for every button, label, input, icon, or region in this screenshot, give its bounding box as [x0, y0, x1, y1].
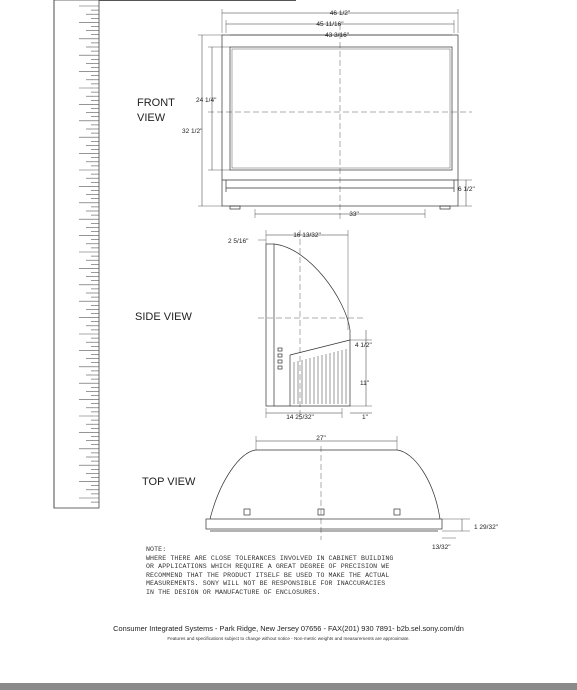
label-front-view: FRONT	[137, 97, 175, 109]
label-top-view: TOP VIEW	[142, 476, 196, 488]
dim-side-lower-height: 11"	[360, 380, 370, 387]
dim-base-width: 33"	[349, 211, 359, 218]
dim-side-top-offset: 2 5/16"	[228, 238, 249, 245]
top-view-drawing	[206, 436, 470, 540]
dim-screen-width: 43 3/16"	[325, 32, 349, 39]
dim-top-lip: 13/32"	[432, 544, 451, 551]
label-front-view-2: VIEW	[137, 112, 166, 124]
dim-overall-height: 32 1/2"	[182, 128, 203, 135]
bottom-bar	[0, 683, 577, 690]
tolerance-note	[146, 546, 476, 598]
dim-top-back-width: 27"	[316, 435, 326, 442]
note-line: IN THE DESIGN OR MANUFACTURE OF ENCLOSURES.	[146, 588, 321, 596]
dim-overall-width: 46 1/2"	[329, 10, 351, 17]
dim-screen-height: 24 1/4"	[196, 97, 217, 104]
note-line: WHERE THERE ARE CLOSE TOLERANCES INVOLVED IN CABINET BUILDING	[146, 554, 394, 562]
dim-side-top-depth: 16 13/32"	[293, 232, 321, 239]
dim-top-depth: 1 29/32"	[474, 524, 498, 531]
dim-side-foot: 1"	[362, 414, 368, 421]
measuring-ruler	[54, 0, 99, 508]
footer-disclaimer: Features and specifications subject to change without notice - Non-metric weights and measurements are approximate.	[167, 636, 410, 641]
dim-side-base-depth: 14 25/32"	[286, 414, 314, 421]
note-line: RECOMMEND THAT THE PRODUCT ITSELF BE USED TO MAKE THE ACTUAL	[146, 571, 390, 579]
note-line: MEASUREMENTS. SONY WILL NOT BE RESPONSIBLE FOR INACCURACIES	[146, 580, 386, 588]
dim-base-height: 6 1/2"	[458, 186, 475, 193]
dim-side-step: 4 1/2"	[355, 342, 372, 349]
side-view-drawing	[258, 230, 372, 420]
front-view-drawing	[198, 9, 472, 222]
note-title: NOTE:	[146, 546, 167, 553]
note-line: OR APPLICATIONS WHICH REQUIRE A GREAT DEGREE OF PRECISION WE	[146, 563, 390, 571]
dim-cabinet-width: 45 11/16"	[316, 21, 344, 28]
label-side-view: SIDE VIEW	[135, 311, 192, 323]
footer-contact: Consumer Integrated Systems - Park Ridge, New Jersey 07656 - FAX(201) 930 7891- b2b.sel.sony.com/dn	[113, 624, 464, 633]
